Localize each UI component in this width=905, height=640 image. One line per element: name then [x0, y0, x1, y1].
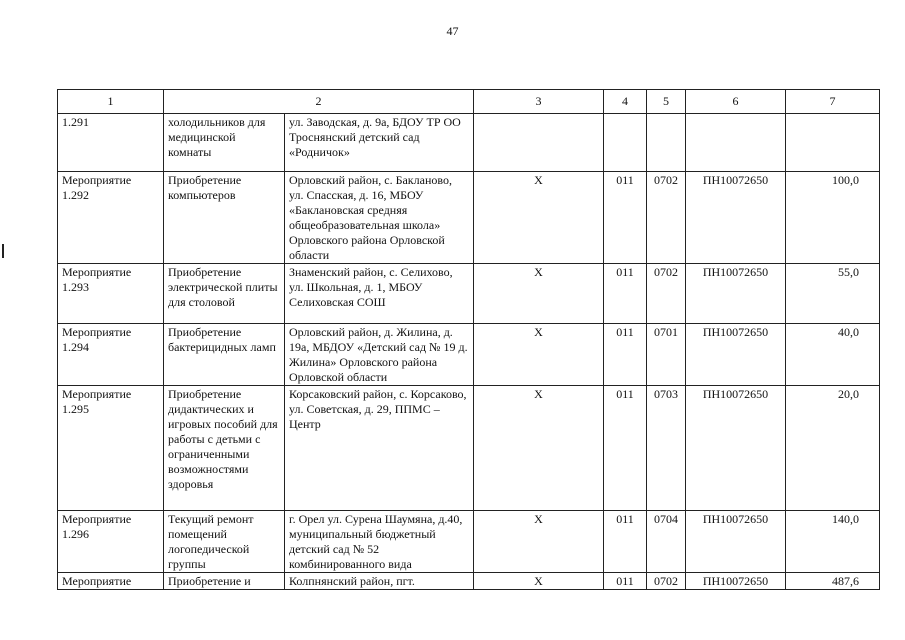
event-id: Мероприятие	[58, 573, 164, 590]
target-code: ПН10072650	[686, 573, 786, 590]
event-id: Мероприятие 1.293	[58, 264, 164, 324]
event-address: Знаменский район, с. Селихово, ул. Школьная, д. 1, МБОУ Селиховская СОШ	[285, 264, 474, 324]
event-name: Приобретение и	[164, 573, 285, 590]
section-code: 0704	[647, 511, 686, 573]
event-name: Текущий ремонт помещений логопедической группы	[164, 511, 285, 573]
amount: 487,6	[786, 573, 880, 590]
event-name: Приобретение дидактических и игровых пособий для работы с детьми с ограниченными возможностями здоровья	[164, 386, 285, 511]
admin-code: 011	[604, 172, 647, 264]
section-code: 0702	[647, 264, 686, 324]
amount: 55,0	[786, 264, 880, 324]
event-address: Орловский район, д. Жилина, д. 19а, МБДОУ «Детский сад № 19 д. Жилина» Орловского района Орловской области	[285, 324, 474, 386]
event-address: Корсаковский район, с. Корсаково, ул. Советская, д. 29, ППМС – Центр	[285, 386, 474, 511]
amount: 140,0	[786, 511, 880, 573]
event-name: Приобретение бактерицидных ламп	[164, 324, 285, 386]
table-row	[58, 573, 880, 590]
target-code	[686, 114, 786, 172]
event-id: Мероприятие 1.296	[58, 511, 164, 573]
col3-mark: Х	[474, 264, 604, 324]
margin-mark	[2, 244, 4, 258]
admin-code: 011	[604, 264, 647, 324]
col3-mark: Х	[474, 324, 604, 386]
event-address: Орловский район, с. Бакланово, ул. Спасская, д. 16, МБОУ «Баклановская средняя общеобразовательная школа» Орловского района Орловской области	[285, 172, 474, 264]
table-row	[58, 386, 880, 511]
section-code: 0702	[647, 172, 686, 264]
target-code: ПН10072650	[686, 386, 786, 511]
col3-mark: Х	[474, 386, 604, 511]
admin-code: 011	[604, 386, 647, 511]
budget-table	[57, 89, 880, 590]
header-cell-7: 7	[786, 90, 880, 114]
header-row	[58, 90, 880, 114]
target-code: ПН10072650	[686, 172, 786, 264]
admin-code: 011	[604, 573, 647, 590]
event-id: Мероприятие 1.292	[58, 172, 164, 264]
amount: 40,0	[786, 324, 880, 386]
header-cell-2: 2	[164, 90, 474, 114]
header-cell-3: 3	[474, 90, 604, 114]
target-code: ПН10072650	[686, 264, 786, 324]
target-code: ПН10072650	[686, 324, 786, 386]
admin-code: 011	[604, 511, 647, 573]
admin-code: 011	[604, 324, 647, 386]
admin-code	[604, 114, 647, 172]
header-cell-4: 4	[604, 90, 647, 114]
event-address: ул. Заводская, д. 9а, БДОУ ТР ОО Троснянский детский сад «Родничок»	[285, 114, 474, 172]
col3-mark: Х	[474, 511, 604, 573]
amount: 100,0	[786, 172, 880, 264]
header-cell-6: 6	[686, 90, 786, 114]
amount	[786, 114, 880, 172]
table-row	[58, 172, 880, 264]
target-code: ПН10072650	[686, 511, 786, 573]
section-code: 0701	[647, 324, 686, 386]
table-row	[58, 324, 880, 386]
amount: 20,0	[786, 386, 880, 511]
event-id: 1.291	[58, 114, 164, 172]
event-name: холодильников для медицинской комнаты	[164, 114, 285, 172]
table-row	[58, 114, 880, 172]
event-id: Мероприятие 1.295	[58, 386, 164, 511]
event-name: Приобретение компьютеров	[164, 172, 285, 264]
header-cell-1: 1	[58, 90, 164, 114]
col3-mark	[474, 114, 604, 172]
table-row	[58, 264, 880, 324]
col3-mark: Х	[474, 172, 604, 264]
section-code: 0702	[647, 573, 686, 590]
event-id: Мероприятие 1.294	[58, 324, 164, 386]
section-code	[647, 114, 686, 172]
event-address: г. Орел ул. Сурена Шаумяна, д.40, муниципальный бюджетный детский сад № 52 комбинированного вида	[285, 511, 474, 573]
event-address: Колпнянский район, пгт.	[285, 573, 474, 590]
header-cell-5: 5	[647, 90, 686, 114]
event-name: Приобретение электрической плиты для столовой	[164, 264, 285, 324]
table-row	[58, 511, 880, 573]
col3-mark: Х	[474, 573, 604, 590]
page-number: 47	[446, 24, 459, 38]
section-code: 0703	[647, 386, 686, 511]
